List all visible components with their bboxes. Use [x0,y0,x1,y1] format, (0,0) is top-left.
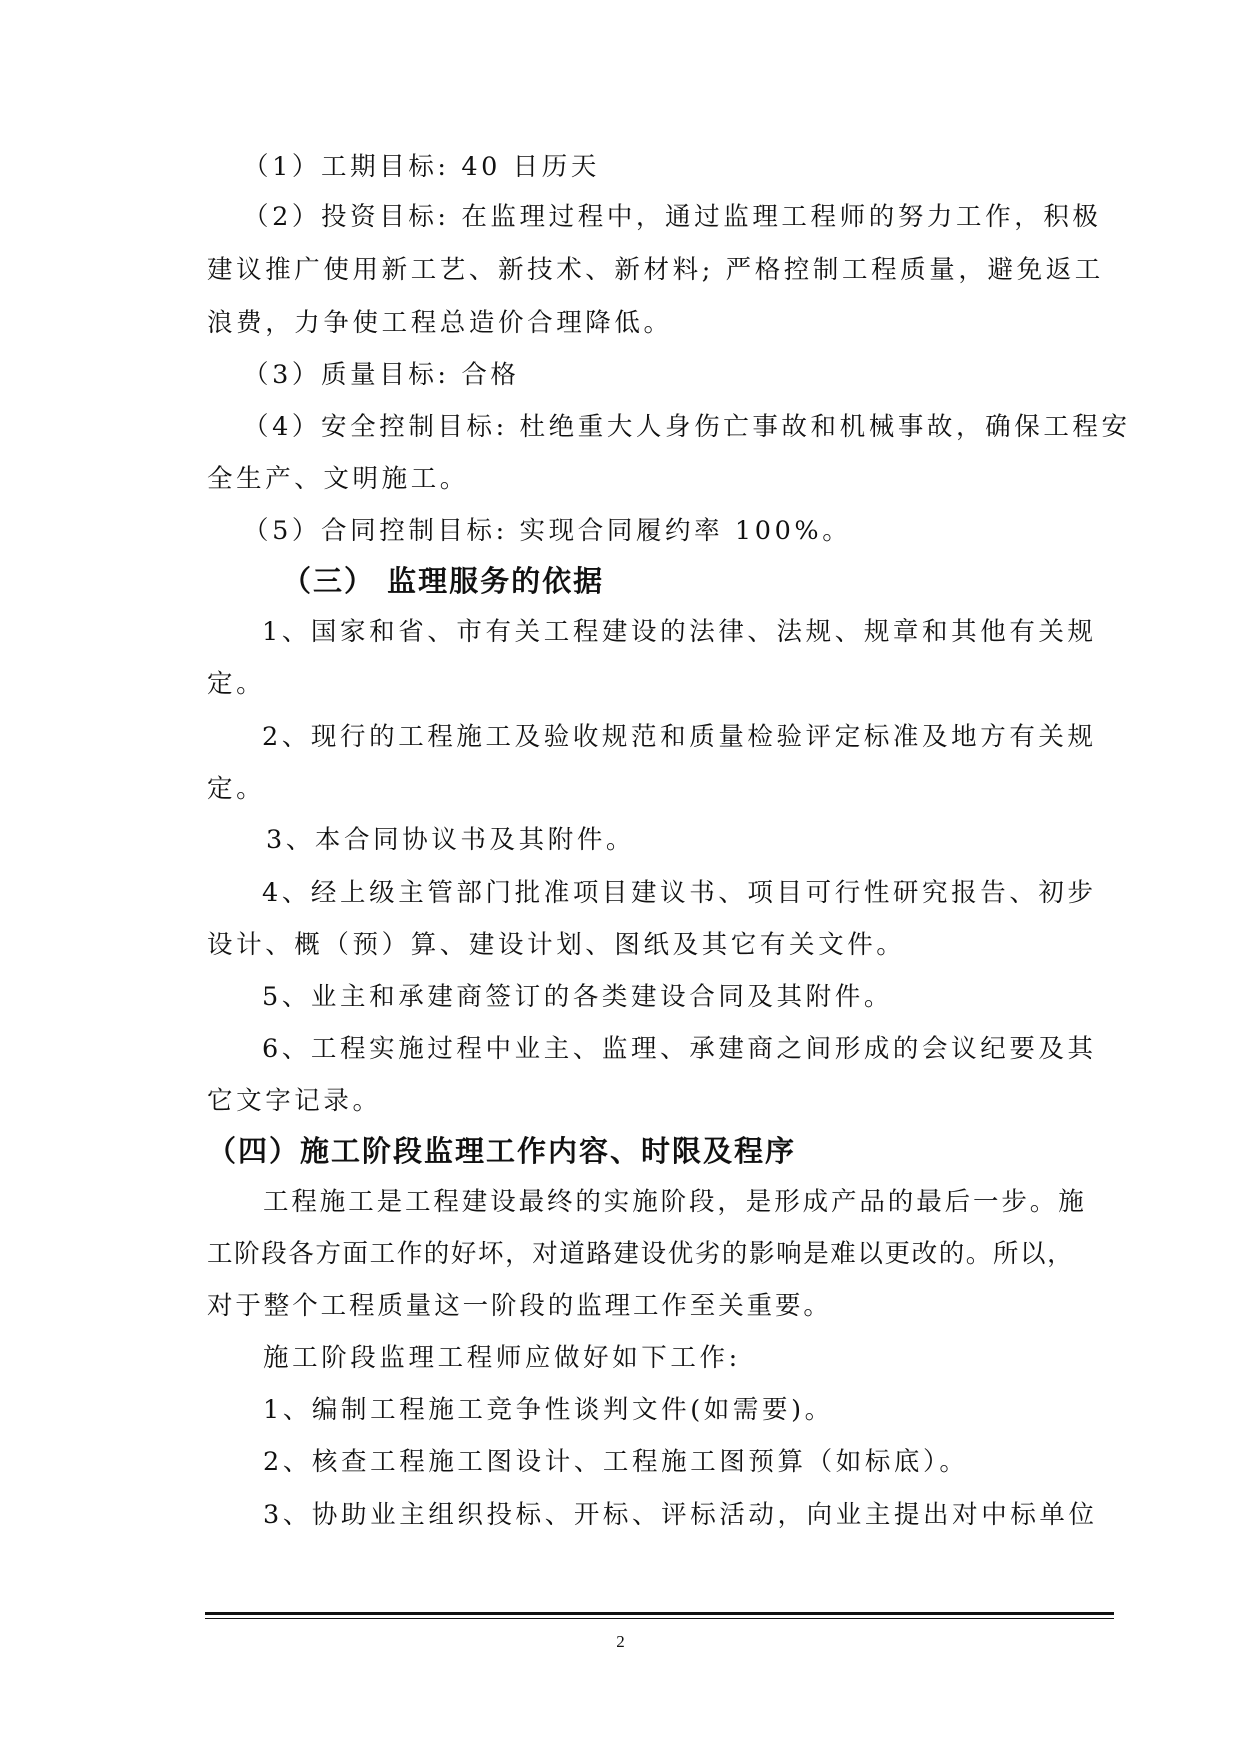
construction-line: 对于整个工程质量这一阶段的监理工作至关重要。 [207,1291,832,1321]
footer-rule-thick [205,1612,1114,1615]
basis-line: 5、业主和承建商签订的各类建设合同及其附件。 [262,982,893,1012]
construction-line: 1、编制工程施工竞争性谈判文件(如需要)。 [263,1395,834,1425]
section-heading-basis: （三） 监理服务的依据 [282,564,605,598]
basis-line: 3、本合同协议书及其附件。 [266,825,636,855]
basis-line: 4、经上级主管部门批准项目建议书、项目可行性研究报告、初步 [262,878,1097,908]
goal-line: （4）安全控制目标: 杜绝重大人身伤亡事故和机械事故，确保工程安 [243,412,1131,442]
basis-line: 它文字记录。 [207,1086,382,1116]
goal-line: 全生产、文明施工。 [207,464,469,494]
basis-line: 1、国家和省、市有关工程建设的法律、法规、规章和其他有关规 [262,617,1097,647]
footer-rule-thin [205,1618,1114,1619]
goal-line: （3）质量目标: 合格 [243,360,520,390]
construction-line: 工程施工是工程建设最终的实施阶段，是形成产品的最后一步。施 [263,1187,1087,1217]
goal-line: （1）工期目标: 40 日历天 [243,152,600,182]
construction-line: 施工阶段监理工程师应做好如下工作: [263,1343,741,1373]
construction-line: 3、协助业主组织投标、开标、评标活动，向业主提出对中标单位 [263,1500,1098,1530]
basis-line: 6、工程实施过程中业主、监理、承建商之间形成的会议纪要及其 [262,1034,1097,1064]
goal-line: 建议推广使用新工艺、新技术、新材料; 严格控制工程质量，避免返工 [207,255,1104,285]
construction-line: 工阶段各方面工作的好坏，对道路建设优劣的影响是难以更改的。所以， [207,1239,1075,1269]
goal-line: （5）合同控制目标: 实现合同履约率 100%。 [243,516,852,546]
basis-line: 设计、概（预）算、建设计划、图纸及其它有关文件。 [207,930,906,960]
page-number: 2 [616,1632,625,1651]
goal-line: 浪费，力争使工程总造价合理降低。 [207,308,673,338]
section-heading-construction: （四）施工阶段监理工作内容、时限及程序 [207,1134,797,1168]
basis-line: 定。 [207,669,266,699]
basis-line: 定。 [207,774,266,804]
basis-line: 2、现行的工程施工及验收规范和质量检验评定标准及地方有关规 [262,722,1097,752]
construction-line: 2、核查工程施工图设计、工程施工图预算（如标底）。 [263,1447,969,1477]
goal-line: （2）投资目标: 在监理过程中，通过监理工程师的努力工作，积极 [243,202,1102,232]
